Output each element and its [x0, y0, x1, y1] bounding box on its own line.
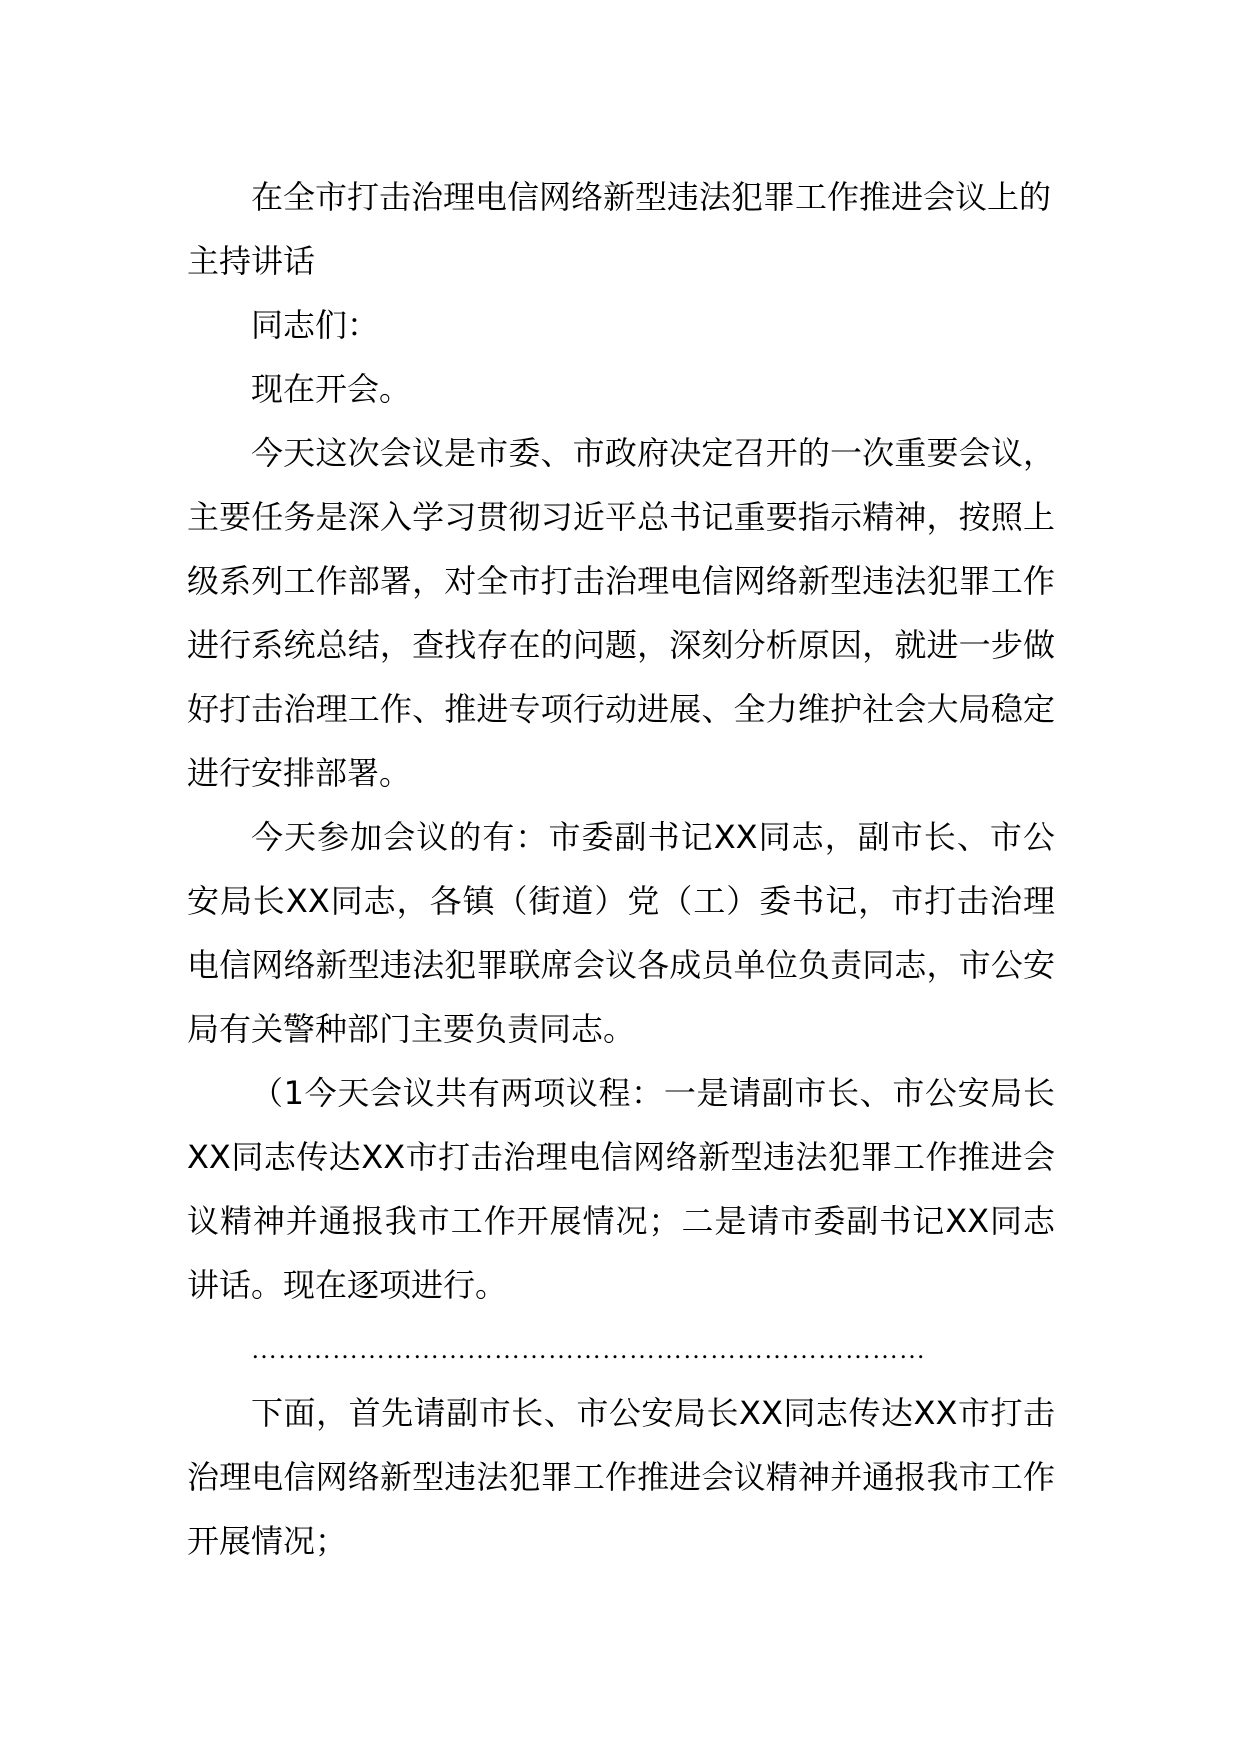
meeting-purpose-paragraph: 今天这次会议是市委、市政府决定召开的一次重要会议，主要任务是深入学习贯彻习近平总书记重要指示精神，按照上级系列工作部署，对全市打击治理电信网络新型违法犯罪工作进行系统总结，查找存在的问题，深刻分析原因，就进一步做好打击治理工作、推进专项行动进展、全力维护社会大局稳定进行安排部署。 — [187, 434, 1055, 792]
opening-paragraph: 现在开会。 — [251, 370, 412, 408]
document-body — [187, 165, 1055, 1573]
document-title: 在全市打击治理电信网络新型违法犯罪工作推进会议上的主持讲话 — [187, 178, 1052, 280]
attendees-paragraph: 今天参加会议的有：市委副书记XX同志，副市长、市公安局长XX同志，各镇（街道）党（工）委书记，市打击治理电信网络新型违法犯罪联席会议各成员单位负责同志，市公安局有关警种部门主要负责同志。 — [187, 818, 1055, 1048]
agenda-paragraph: （1今天会议共有两项议程：一是请副市长、市公安局长XX同志传达XX市打击治理电信网络新型违法犯罪工作推进会议精神并通报我市工作开展情况；二是请市委副书记XX同志讲话。现在逐项进行。 — [187, 1074, 1055, 1304]
closing-paragraph: 下面，首先请副市长、市公安局长XX同志传达XX市打击治理电信网络新型违法犯罪工作推进会议精神并通报我市工作开展情况； — [187, 1394, 1055, 1560]
separator-line: ………………………………………………………………… — [251, 1335, 926, 1364]
salutation: 同志们： — [251, 306, 380, 344]
